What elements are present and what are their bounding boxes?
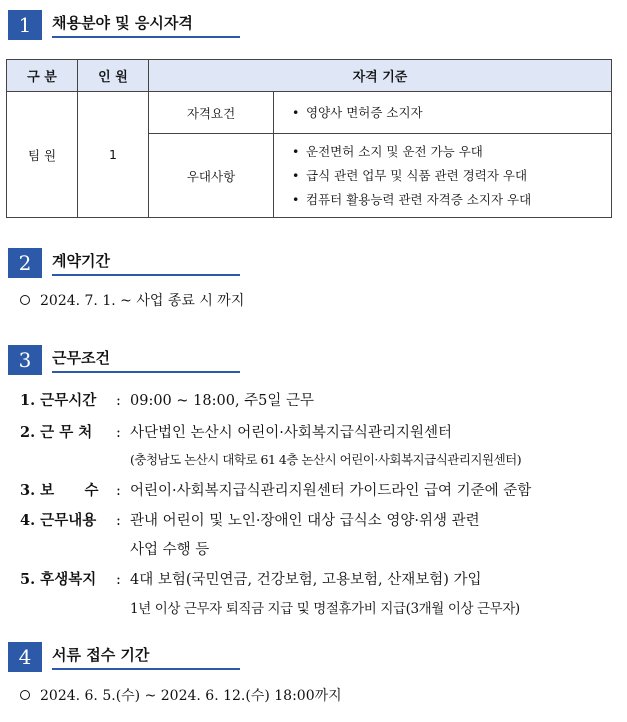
section-underline <box>52 274 240 276</box>
list-item: • 급식 관련 업무 및 식품 관련 경력자 우대 <box>292 164 611 188</box>
req-items-cell <box>274 92 612 134</box>
circle-bullet-icon <box>20 690 30 700</box>
period-text: 2024. 6. 5.(수) ~ 2024. 6. 12.(수) 18:00까지 <box>40 688 342 704</box>
role-cell: 팀 원 <box>7 92 78 218</box>
qualification-table <box>6 59 612 218</box>
work-label: 4. 근무내용 <box>20 512 97 529</box>
period-line <box>20 685 342 705</box>
table-header: 구 분 <box>7 60 78 92</box>
table-header-row <box>7 60 612 92</box>
list-item: • 운전면허 소지 및 운전 가능 우대 <box>292 140 611 164</box>
work-label: 3. 보 수 <box>20 482 99 499</box>
table-header: 인 원 <box>78 60 149 92</box>
section-number: 4 <box>8 642 42 672</box>
work-label: 1. 근무시간 <box>20 392 97 409</box>
table-header: 자격 기준 <box>149 60 612 92</box>
work-label: 2. 근 무 처 <box>20 424 93 441</box>
section-title: 근무조건 <box>52 349 110 367</box>
work-label: 5. 후생복지 <box>20 571 97 588</box>
work-value: 4대 보험(국민연금, 건강보험, 고용보험, 산재보험) 가입 <box>130 572 482 588</box>
work-hours-row: 1. 근무시간 : 09:00 ~ 18:00, 주5일 근무 <box>20 389 314 410</box>
work-value: 관내 어린이 및 노인·장애인 대상 급식소 영양·위생 관련 <box>130 513 480 529</box>
section-number: 2 <box>8 248 42 278</box>
section-number: 3 <box>8 345 42 375</box>
contract-text: 2024. 7. 1. ~ 사업 종료 시 까지 <box>40 293 245 309</box>
pref-label-cell: 우대사항 <box>149 134 274 218</box>
work-value: 사단법인 논산시 어린이·사회복지급식관리지원센터 <box>130 425 452 441</box>
work-welfare-row: 5. 후생복지 : 4대 보험(국민연금, 건강보험, 고용보험, 산재보험) 가입 <box>20 568 482 589</box>
section-underline <box>52 668 240 670</box>
circle-bullet-icon <box>20 295 30 305</box>
section-title: 채용분야 및 응시자격 <box>52 14 193 32</box>
req-label-cell: 자격요건 <box>149 92 274 134</box>
work-duty-row: 4. 근무내용 : 관내 어린이 및 노인·장애인 대상 급식소 영양·위생 관련 <box>20 509 480 530</box>
work-place-address: (충청남도 논산시 대학로 61 4층 논산시 어린이·사회복지급식관리지원센터) <box>130 452 522 467</box>
work-pay-row: 3. 보 수 : 어린이·사회복지급식관리지원센터 가이드라인 급여 기준에 준함 <box>20 479 531 500</box>
section-underline <box>52 36 240 38</box>
section-title: 계약기간 <box>52 252 110 270</box>
contract-line <box>20 290 244 310</box>
list-item: • 컴퓨터 활용능력 관련 자격증 소지자 우대 <box>292 188 611 212</box>
work-place-row: 2. 근 무 처 : 사단법인 논산시 어린이·사회복지급식관리지원센터 <box>20 421 452 442</box>
list-item: • 영양사 면허증 소지자 <box>292 101 611 125</box>
count-cell: 1 <box>78 92 149 218</box>
section-underline <box>52 371 240 373</box>
work-welfare-line2: 1년 이상 근무자 퇴직금 지급 및 명절휴가비 지급(3개월 이상 근무자) <box>130 601 520 617</box>
work-value: 09:00 ~ 18:00, 주5일 근무 <box>130 393 315 409</box>
section-title: 서류 접수 기간 <box>52 646 150 664</box>
pref-items-cell <box>274 134 612 218</box>
section-number: 1 <box>8 10 42 40</box>
work-duty-line2: 사업 수행 등 <box>130 542 210 558</box>
work-value: 어린이·사회복지급식관리지원센터 가이드라인 급여 기준에 준함 <box>130 483 532 499</box>
table-row <box>7 92 612 134</box>
